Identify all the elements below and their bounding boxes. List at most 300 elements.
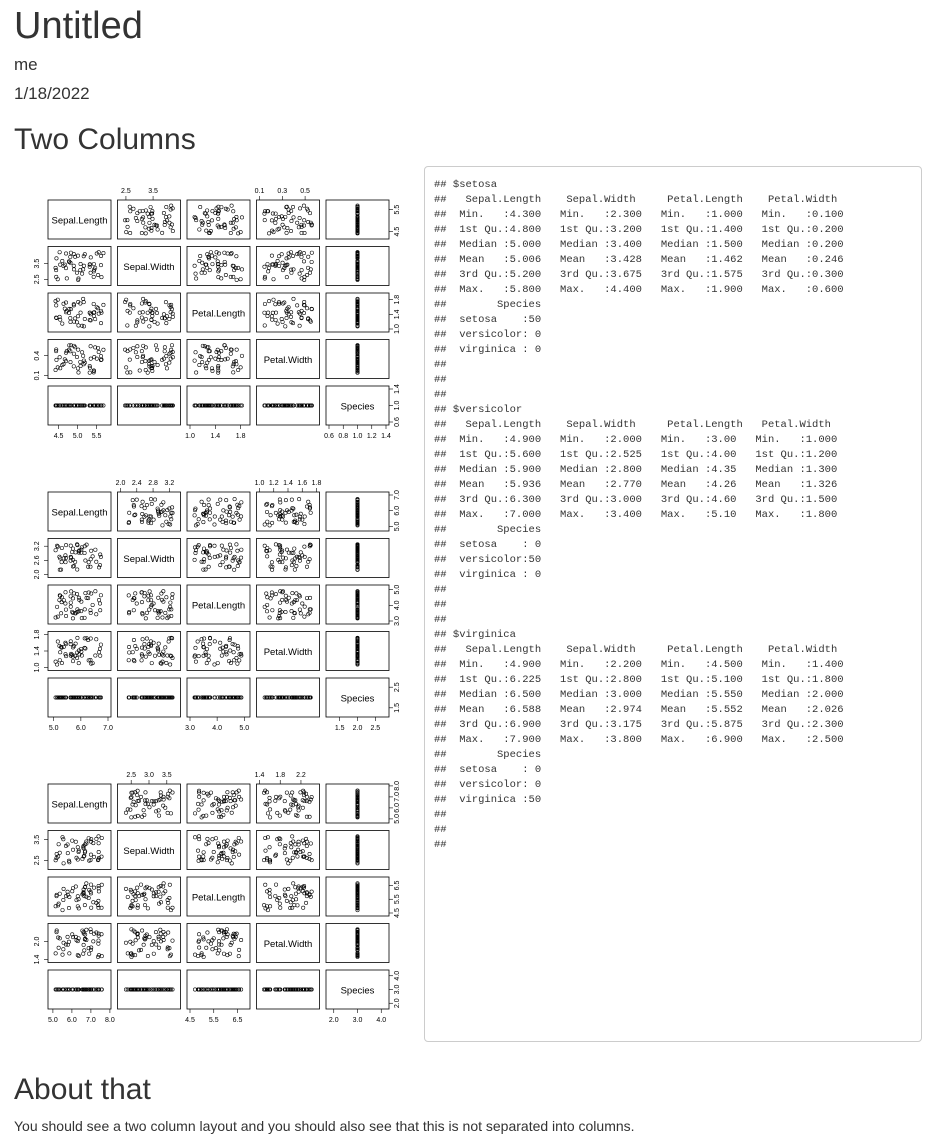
- data-point: [55, 257, 58, 260]
- data-point: [298, 608, 301, 611]
- data-point: [222, 840, 225, 843]
- data-point: [141, 297, 144, 300]
- data-point: [168, 361, 171, 364]
- data-point: [207, 658, 210, 661]
- tick-label: 5.0: [394, 521, 401, 532]
- scatter-points: [263, 543, 312, 572]
- data-point: [228, 649, 231, 652]
- tick-label: 3.0: [185, 725, 195, 732]
- scatter-points: [262, 882, 313, 912]
- data-point: [298, 324, 301, 327]
- tick-label: 3.5: [148, 188, 158, 195]
- data-point: [232, 651, 235, 654]
- data-point: [202, 503, 205, 506]
- data-point: [153, 360, 156, 363]
- data-point: [303, 545, 306, 548]
- data-point: [171, 592, 174, 595]
- data-point: [292, 297, 295, 300]
- data-point: [150, 307, 153, 310]
- data-point: [146, 907, 149, 910]
- data-point: [92, 262, 95, 265]
- data-point: [97, 598, 100, 601]
- data-point: [274, 543, 277, 546]
- data-point: [231, 642, 234, 645]
- data-point: [96, 273, 99, 276]
- data-point: [98, 602, 101, 605]
- data-point: [79, 360, 82, 363]
- data-point: [194, 660, 197, 663]
- data-point: [205, 946, 208, 949]
- data-point: [59, 651, 62, 654]
- data-point: [171, 939, 174, 942]
- data-point: [292, 882, 295, 885]
- data-point: [145, 637, 148, 640]
- data-point: [97, 651, 100, 654]
- data-point: [156, 616, 159, 619]
- data-point: [155, 311, 158, 314]
- date: 1/18/2022: [14, 84, 90, 103]
- data-point: [309, 842, 312, 845]
- data-point: [100, 275, 103, 278]
- data-point: [71, 886, 74, 889]
- data-point: [155, 348, 158, 351]
- data-point: [201, 642, 204, 645]
- data-point: [99, 263, 102, 266]
- scatter-points: [356, 497, 359, 527]
- data-point: [125, 230, 128, 233]
- data-point: [162, 882, 165, 885]
- data-point: [214, 946, 217, 949]
- data-point: [204, 568, 207, 571]
- tick-label: 8.0: [394, 781, 401, 791]
- data-point: [169, 204, 172, 207]
- data-point: [197, 946, 200, 949]
- data-point: [64, 602, 67, 605]
- scatter-points: [356, 543, 359, 572]
- diagonal-label: Petal.Width: [263, 939, 313, 950]
- tick-label: 0.1: [254, 188, 265, 195]
- data-point: [205, 367, 208, 370]
- data-point: [56, 545, 59, 548]
- data-point: [89, 271, 92, 274]
- tick-label: 0.4: [34, 350, 41, 361]
- scatter-points: [263, 497, 312, 527]
- data-point: [162, 892, 165, 895]
- data-point: [196, 640, 199, 643]
- data-point: [150, 661, 153, 664]
- data-point: [71, 547, 74, 550]
- data-point: [142, 344, 145, 347]
- data-point: [164, 514, 167, 517]
- data-point: [130, 816, 133, 819]
- data-point: [64, 591, 67, 594]
- data-point: [161, 616, 164, 619]
- data-point: [265, 592, 268, 595]
- data-point: [75, 656, 78, 659]
- data-point: [67, 906, 70, 909]
- data-point: [140, 659, 143, 662]
- data-point: [298, 272, 301, 275]
- tick-label: 2.5: [370, 725, 381, 732]
- data-point: [240, 216, 243, 219]
- data-point: [92, 855, 95, 858]
- tick-label: 2.2: [296, 772, 306, 779]
- data-point: [127, 511, 130, 514]
- tick-label: 1.5: [334, 725, 345, 732]
- data-point: [212, 850, 215, 853]
- data-point: [216, 952, 219, 955]
- data-point: [220, 515, 223, 518]
- data-point: [69, 255, 72, 258]
- tick-label: 4.0: [394, 600, 401, 611]
- tick-label: 2.5: [121, 188, 131, 195]
- data-point: [124, 887, 127, 890]
- data-point: [165, 596, 168, 599]
- data-point: [284, 215, 287, 218]
- data-point: [229, 231, 232, 234]
- data-point: [152, 518, 155, 521]
- data-point: [235, 348, 238, 351]
- data-point: [54, 268, 57, 271]
- data-point: [159, 928, 162, 931]
- data-point: [309, 511, 312, 514]
- data-point: [310, 251, 313, 254]
- data-point: [214, 256, 217, 259]
- data-point: [289, 901, 292, 904]
- data-point: [239, 938, 242, 941]
- data-point: [226, 791, 229, 794]
- scatter-points: [54, 988, 104, 991]
- data-point: [60, 546, 63, 549]
- data-point: [132, 346, 135, 349]
- tick-label: 1.4: [394, 384, 401, 394]
- scatter-points: [54, 250, 105, 281]
- scatter-points: [54, 543, 103, 572]
- data-point: [165, 661, 168, 664]
- tick-label: 2.0: [34, 569, 41, 580]
- data-point: [268, 816, 271, 819]
- data-point: [130, 795, 133, 798]
- data-point: [95, 560, 98, 563]
- data-point: [216, 502, 219, 505]
- data-point: [140, 349, 143, 352]
- data-point: [57, 946, 60, 949]
- data-point: [97, 835, 100, 838]
- data-point: [209, 942, 212, 945]
- data-point: [148, 221, 151, 224]
- data-point: [267, 266, 270, 269]
- data-point: [287, 887, 290, 890]
- data-point: [270, 219, 273, 222]
- tick-label: 5.0: [48, 1017, 58, 1024]
- data-point: [157, 814, 160, 817]
- data-point: [229, 546, 232, 549]
- data-point: [268, 846, 271, 849]
- pairs-plot-setosa: [14, 180, 414, 450]
- data-point: [293, 547, 296, 550]
- data-point: [219, 563, 222, 566]
- tick-label: 4.5: [394, 908, 401, 918]
- data-point: [144, 791, 147, 794]
- data-point: [71, 558, 74, 561]
- data-point: [58, 851, 61, 854]
- data-point: [220, 263, 223, 266]
- data-point: [300, 255, 303, 258]
- scatter-points: [193, 250, 244, 281]
- data-point: [292, 798, 295, 801]
- scatter-points: [262, 789, 313, 819]
- data-point: [168, 663, 171, 666]
- data-point: [237, 853, 240, 856]
- data-point: [295, 221, 298, 224]
- data-point: [127, 594, 130, 597]
- tick-label: 8.0: [105, 1017, 115, 1024]
- data-point: [202, 520, 205, 523]
- data-point: [76, 846, 79, 849]
- scatter-points: [262, 988, 313, 991]
- data-point: [272, 298, 275, 301]
- data-point: [94, 548, 97, 551]
- tick-label: 2.0: [34, 936, 41, 947]
- section-heading-two-columns: Two Columns: [14, 123, 196, 156]
- data-point: [208, 268, 211, 271]
- data-point: [263, 324, 266, 327]
- data-point: [92, 275, 95, 278]
- data-point: [65, 277, 68, 280]
- data-point: [223, 251, 226, 254]
- data-point: [166, 931, 169, 934]
- data-point: [285, 791, 288, 794]
- tick-label: 1.8: [275, 772, 286, 779]
- data-point: [69, 590, 72, 593]
- data-point: [62, 898, 65, 901]
- scatter-points: [193, 789, 242, 819]
- tick-label: 1.8: [34, 629, 41, 640]
- scatter-points: [193, 928, 242, 959]
- section-heading-about: About that: [14, 1073, 151, 1106]
- tick-label: 1.0: [34, 662, 41, 673]
- data-point: [274, 217, 277, 220]
- data-point: [124, 811, 127, 814]
- data-point: [217, 275, 220, 278]
- scatter-points: [263, 250, 314, 281]
- data-point: [68, 952, 71, 955]
- data-point: [278, 902, 281, 905]
- data-point: [231, 806, 234, 809]
- data-point: [240, 354, 243, 357]
- data-point: [142, 943, 145, 946]
- data-point: [197, 795, 200, 798]
- diagonal-label: Sepal.Width: [123, 554, 175, 565]
- tick-label: 2.0: [352, 725, 363, 732]
- data-point: [202, 791, 205, 794]
- data-point: [99, 321, 102, 324]
- data-point: [170, 223, 173, 226]
- data-point: [140, 360, 143, 363]
- data-point: [298, 216, 301, 219]
- data-point: [140, 231, 143, 234]
- data-point: [134, 592, 137, 595]
- tick-label: 5.0: [394, 584, 401, 595]
- data-point: [95, 638, 98, 641]
- data-point: [76, 895, 79, 898]
- data-point: [74, 840, 77, 843]
- data-point: [146, 954, 149, 957]
- data-point: [269, 514, 272, 517]
- scatter-points: [127, 636, 174, 666]
- data-point: [231, 515, 234, 518]
- data-point: [71, 890, 74, 893]
- tick-label: 4.5: [185, 1017, 195, 1024]
- data-point: [208, 642, 211, 645]
- data-point: [72, 268, 75, 271]
- data-point: [216, 661, 219, 664]
- data-point: [229, 352, 232, 355]
- data-point: [164, 890, 167, 893]
- data-point: [227, 514, 230, 517]
- data-point: [99, 354, 102, 357]
- data-point: [148, 215, 151, 218]
- data-point: [72, 352, 75, 355]
- data-point: [160, 592, 163, 595]
- data-point: [207, 503, 210, 506]
- data-point: [143, 506, 146, 509]
- data-point: [266, 311, 269, 314]
- data-point: [290, 271, 293, 274]
- data-point: [285, 231, 288, 234]
- data-point: [62, 887, 65, 890]
- data-point: [239, 798, 242, 801]
- data-point: [263, 302, 266, 305]
- data-point: [144, 226, 147, 229]
- data-point: [152, 952, 155, 955]
- data-point: [291, 205, 294, 208]
- data-point: [285, 316, 288, 319]
- scatter-points: [263, 297, 314, 328]
- data-point: [291, 856, 294, 859]
- data-point: [236, 549, 239, 552]
- data-point: [217, 803, 220, 806]
- author: me: [14, 55, 38, 74]
- data-point: [134, 351, 137, 354]
- data-point: [148, 806, 151, 809]
- data-point: [214, 836, 217, 839]
- data-point: [294, 802, 297, 805]
- data-point: [164, 806, 167, 809]
- data-point: [276, 322, 279, 325]
- data-point: [197, 654, 200, 657]
- data-point: [82, 300, 85, 303]
- data-point: [147, 227, 150, 230]
- data-point: [82, 264, 85, 267]
- data-point: [128, 231, 131, 234]
- diagonal-label: Sepal.Width: [123, 846, 175, 857]
- data-point: [225, 549, 228, 552]
- data-point: [79, 262, 82, 265]
- data-point: [128, 205, 131, 208]
- data-point: [289, 229, 292, 232]
- data-point: [296, 848, 299, 851]
- data-point: [97, 899, 100, 902]
- data-point: [197, 855, 200, 858]
- data-point: [76, 315, 79, 318]
- data-point: [142, 809, 145, 812]
- data-point: [168, 883, 171, 886]
- data-point: [194, 277, 197, 280]
- page-title: Untitled: [14, 5, 143, 47]
- data-point: [128, 348, 131, 351]
- panel-Petal.Length-Sepal.Width: [118, 585, 181, 624]
- data-point: [221, 520, 224, 523]
- diagonal-label: Petal.Width: [263, 355, 313, 366]
- data-point: [270, 561, 273, 564]
- scatter-points: [356, 204, 359, 235]
- data-point: [237, 954, 240, 957]
- data-point: [139, 883, 142, 886]
- data-point: [198, 205, 201, 208]
- data-point: [304, 901, 307, 904]
- code-output-box: [424, 166, 922, 1042]
- data-point: [202, 799, 205, 802]
- data-point: [270, 315, 273, 318]
- data-point: [266, 314, 269, 317]
- data-point: [210, 254, 213, 257]
- data-point: [293, 514, 296, 517]
- data-point: [194, 351, 197, 354]
- data-point: [290, 835, 293, 838]
- data-point: [80, 546, 83, 549]
- scatter-points: [54, 696, 103, 699]
- scatter-points: [123, 297, 174, 328]
- data-point: [64, 608, 67, 611]
- tick-label: 1.8: [394, 294, 401, 305]
- scatter-points: [127, 696, 174, 699]
- data-point: [271, 609, 274, 612]
- data-point: [97, 842, 100, 845]
- data-point: [151, 314, 154, 317]
- data-point: [235, 791, 238, 794]
- data-point: [81, 297, 84, 300]
- data-point: [58, 892, 61, 895]
- diagonal-label: Species: [340, 401, 375, 413]
- data-point: [76, 568, 79, 571]
- data-point: [224, 273, 227, 276]
- data-point: [156, 322, 159, 325]
- data-point: [230, 204, 233, 207]
- data-point: [237, 948, 240, 951]
- data-point: [169, 601, 172, 604]
- data-point: [238, 659, 241, 662]
- data-point: [202, 858, 205, 861]
- data-point: [235, 543, 238, 546]
- data-point: [164, 300, 167, 303]
- data-point: [301, 602, 304, 605]
- data-point: [153, 654, 156, 657]
- scatter-points: [123, 404, 174, 407]
- data-point: [281, 261, 284, 264]
- diagonal-label: Sepal.Length: [51, 215, 108, 227]
- data-point: [58, 356, 61, 359]
- data-point: [140, 600, 143, 603]
- data-point: [266, 262, 269, 265]
- data-point: [89, 549, 92, 552]
- data-point: [222, 937, 225, 940]
- data-point: [274, 894, 277, 897]
- data-point: [69, 316, 72, 319]
- left-column-plots: [14, 180, 414, 1034]
- data-point: [299, 791, 302, 794]
- data-point: [198, 254, 201, 257]
